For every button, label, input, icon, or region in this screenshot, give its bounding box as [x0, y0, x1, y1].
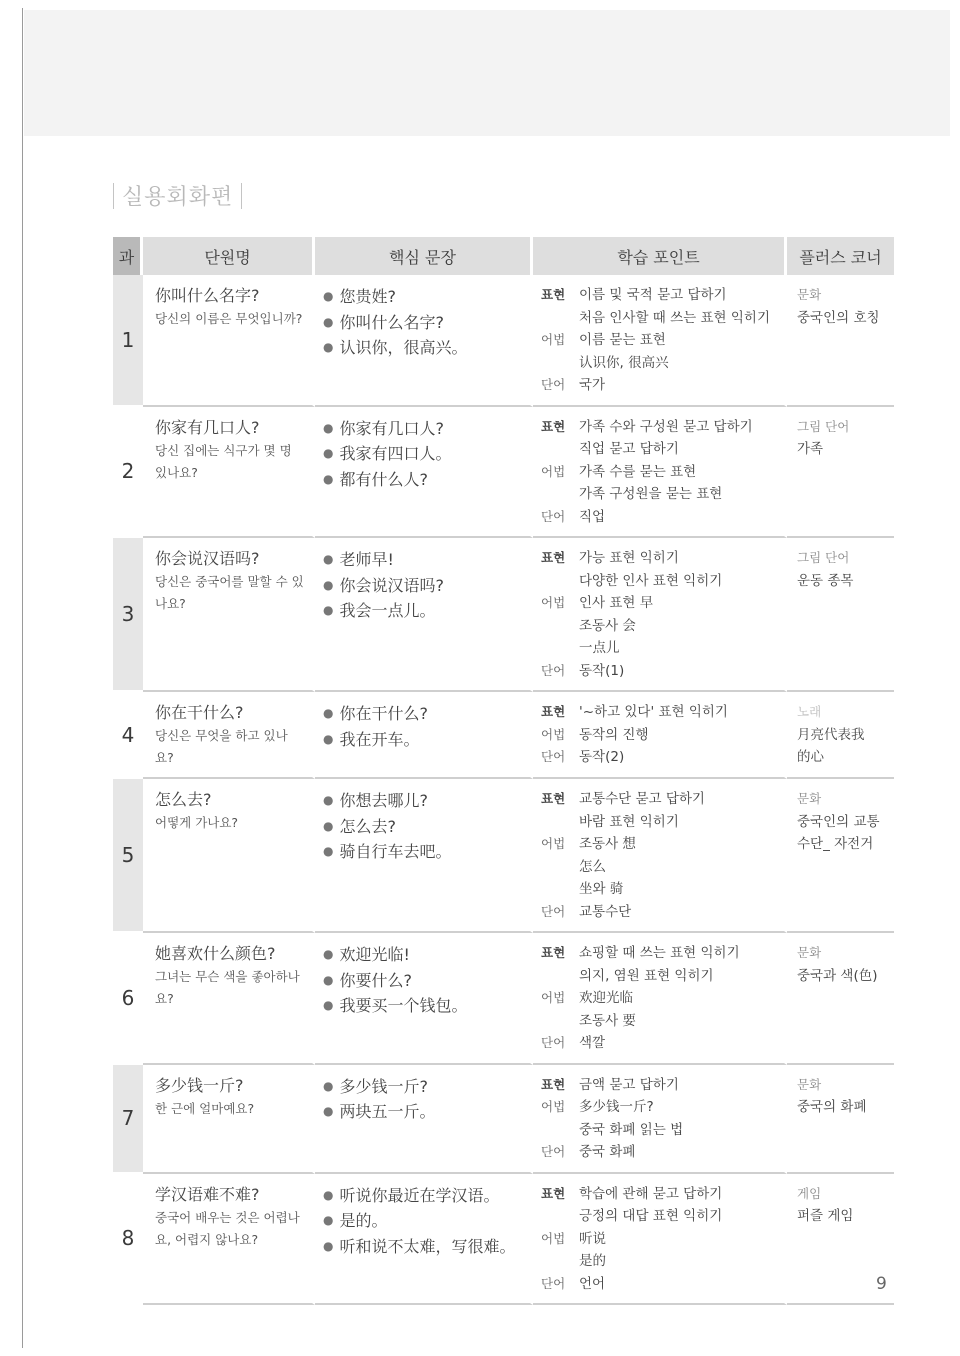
- header-band: [24, 10, 950, 136]
- point-category-label: 어법: [541, 1099, 566, 1114]
- table-of-contents: [113, 237, 894, 1305]
- point-category-label: 어법: [541, 595, 566, 610]
- learning-point: [541, 901, 784, 924]
- point-category-label: 단어: [541, 749, 566, 764]
- point-text: 학습에 관해 묻고 답하기: [579, 1185, 723, 1202]
- unit-title-chinese: 多少钱一斤?: [155, 1075, 244, 1095]
- table-header-row: [113, 237, 894, 275]
- header-unit-name: 단원명: [143, 237, 315, 275]
- page-number: 9: [876, 1274, 887, 1294]
- key-sentence-text: 你会说汉语吗?: [339, 575, 444, 595]
- learning-point: [541, 660, 784, 683]
- unit-name-cell: [143, 933, 315, 1065]
- point-category-label: [541, 637, 579, 660]
- point-text: 多少钱一斤?: [579, 1099, 654, 1115]
- point-text: 이름 묻는 표현: [579, 332, 666, 348]
- learning-point: [541, 547, 784, 570]
- lesson-number: 3: [113, 538, 143, 692]
- plus-item: 가족: [797, 441, 824, 457]
- learning-point: [541, 461, 784, 484]
- key-sentence: [323, 839, 530, 865]
- plus-corner-cell: [787, 538, 894, 692]
- unit-name-cell: [143, 538, 315, 692]
- plus-item: 운동 종목: [797, 572, 854, 589]
- bullet-icon: ●: [323, 1213, 334, 1227]
- unit-title-korean: 그녀는 무슨 색을 좋아하나요?: [155, 969, 300, 1006]
- unit-title-korean: 당신은 중국어를 말할 수 있나요?: [155, 574, 304, 611]
- key-sentences-cell: [315, 275, 533, 407]
- learning-points-cell: [533, 275, 787, 407]
- key-sentence-text: 怎么去?: [339, 816, 396, 836]
- learning-point: [541, 701, 784, 724]
- point-text: 认识你, 很高兴: [579, 354, 669, 371]
- point-text: 가능 표현 익히기: [579, 550, 679, 566]
- learning-points-cell: [533, 933, 787, 1065]
- key-sentence: [323, 1074, 530, 1100]
- learning-point: [541, 615, 784, 638]
- table-row: [113, 538, 894, 692]
- learning-point: [541, 856, 784, 879]
- learning-point: [541, 1074, 784, 1097]
- table-row: [113, 275, 894, 407]
- learning-point: [541, 1010, 784, 1033]
- point-text: 동작의 진행: [579, 726, 649, 743]
- learning-point: [541, 1273, 784, 1296]
- bullet-icon: ●: [323, 731, 334, 746]
- learning-points-cell: [533, 538, 787, 692]
- key-sentence: [323, 993, 530, 1019]
- learning-point: [541, 833, 784, 856]
- learning-point: [541, 483, 784, 506]
- key-sentences-cell: [315, 692, 533, 779]
- learning-points-cell: [533, 779, 787, 933]
- learning-point: [541, 1141, 784, 1164]
- bullet-icon: ●: [323, 844, 334, 858]
- bullet-icon: ●: [323, 340, 334, 354]
- key-sentence: [323, 1208, 530, 1234]
- bullet-icon: ●: [323, 1238, 334, 1253]
- plus-item: 的心: [797, 749, 824, 765]
- point-text: 欢迎光临: [579, 990, 633, 1006]
- table-row: [113, 692, 894, 779]
- unit-title-chinese: 她喜欢什么颜色?: [155, 944, 276, 963]
- plus-corner-cell: [787, 933, 894, 1065]
- key-sentence: [323, 573, 530, 599]
- learning-point: [541, 284, 784, 307]
- point-text: 바람 표현 익히기: [579, 813, 679, 830]
- point-category-label: [541, 811, 579, 834]
- point-text: 금액 묻고 답하기: [579, 1076, 679, 1093]
- bullet-icon: ●: [323, 1187, 334, 1202]
- bullet-icon: ●: [323, 947, 334, 961]
- point-category-label: 표현: [541, 704, 566, 719]
- key-sentence-text: 您贵姓?: [339, 287, 396, 306]
- point-text: 조동사 要: [579, 1012, 636, 1029]
- key-sentence: [323, 335, 530, 361]
- key-sentence: [323, 942, 530, 968]
- unit-title-chinese: 你在干什么?: [155, 703, 244, 722]
- point-text: 중국 화폐 읽는 법: [579, 1121, 684, 1138]
- key-sentence: [323, 1234, 530, 1260]
- key-sentence-text: 我在开车。: [339, 729, 420, 749]
- point-category-label: [541, 1205, 579, 1228]
- key-sentence-text: 老师早!: [339, 550, 394, 569]
- key-sentence-text: 两块五一斤。: [339, 1102, 436, 1121]
- point-text: 동작(2): [579, 749, 625, 765]
- plus-item: 중국인의 교통: [797, 813, 880, 830]
- point-text: 가족 수를 묻는 표현: [579, 463, 697, 480]
- plus-item: 수단_ 자전거: [797, 836, 874, 852]
- point-text: 의지, 염원 표현 익히기: [579, 967, 714, 984]
- plus-item: 月亮代表我: [797, 726, 865, 743]
- point-text: 직업 묻고 답하기: [579, 441, 679, 457]
- plus-corner-cell: [787, 1065, 894, 1174]
- unit-title-korean: 한 근에 얼마예요?: [155, 1100, 255, 1116]
- bullet-icon: ●: [323, 1078, 334, 1093]
- plus-category: 노래: [797, 704, 822, 719]
- key-sentence-text: 骑自行车去吧。: [339, 842, 452, 861]
- learning-point: [541, 307, 784, 330]
- key-sentence: [323, 467, 530, 493]
- plus-corner-cell: [787, 692, 894, 779]
- learning-point: [541, 987, 784, 1010]
- table-row: [113, 1174, 894, 1306]
- unit-title-korean: 당신은 무엇을 하고 있나요?: [155, 728, 288, 765]
- point-category-label: 어법: [541, 726, 566, 742]
- point-category-label: [541, 307, 579, 330]
- unit-name-cell: [143, 692, 315, 779]
- plus-category: 문화: [797, 287, 822, 302]
- key-sentence: [323, 1099, 530, 1125]
- point-text: 가족 구성원을 묻는 표현: [579, 486, 723, 502]
- point-category-label: 단어: [541, 903, 566, 919]
- point-text: 쇼핑할 때 쓰는 표현 익히기: [579, 945, 740, 961]
- key-sentence-text: 认识你，很高兴。: [339, 338, 468, 357]
- learning-point: [541, 374, 784, 397]
- unit-title-korean: 중국어 배우는 것은 어렵나요, 어렵지 않나요?: [155, 1209, 300, 1247]
- lesson-number: 8: [113, 1174, 143, 1306]
- key-sentence-text: 听和说不太难，写很难。: [339, 1236, 516, 1256]
- point-category-label: 표현: [541, 550, 566, 565]
- unit-name-cell: [143, 1065, 315, 1174]
- plus-category: 그림 단어: [797, 550, 850, 565]
- bullet-icon: ●: [323, 289, 334, 303]
- point-text: 언어: [579, 1275, 606, 1292]
- key-sentence: [323, 814, 530, 840]
- header-key-sentences: 핵심 문장: [315, 237, 533, 275]
- point-category-label: 단어: [541, 377, 566, 392]
- key-sentence-text: 听说你最近在学汉语。: [339, 1185, 500, 1205]
- learning-point: [541, 942, 784, 965]
- point-category-label: [541, 1010, 579, 1033]
- unit-name-cell: [143, 779, 315, 933]
- key-sentences-cell: [315, 779, 533, 933]
- point-category-label: 단어: [541, 1035, 566, 1050]
- table-row: [113, 1065, 894, 1174]
- learning-point: [541, 637, 784, 660]
- header-learning-points: 학습 포인트: [533, 237, 787, 275]
- key-sentence-text: 我会一点儿。: [339, 601, 436, 620]
- key-sentence: [323, 416, 530, 442]
- table-row: [113, 933, 894, 1065]
- point-category-label: 표현: [541, 945, 566, 960]
- learning-point: [541, 965, 784, 988]
- plus-category: 문화: [797, 791, 822, 806]
- point-text: 이름 및 국적 묻고 답하기: [579, 287, 727, 303]
- learning-point: [541, 811, 784, 834]
- plus-item: 중국인의 호칭: [797, 309, 880, 326]
- key-sentence-text: 你叫什么名字?: [339, 312, 444, 332]
- point-category-label: 어법: [541, 1230, 566, 1246]
- learning-points-cell: [533, 407, 787, 539]
- point-category-label: 어법: [541, 990, 566, 1005]
- key-sentence-text: 你想去哪儿?: [339, 791, 428, 810]
- table-row: [113, 779, 894, 933]
- bullet-icon: ●: [323, 706, 334, 720]
- learning-point: [541, 1032, 784, 1055]
- point-category-label: 단어: [541, 1275, 566, 1291]
- point-text: 坐와 骑: [579, 881, 624, 897]
- table-body: [113, 275, 894, 1305]
- learning-point: [541, 438, 784, 461]
- bullet-icon: ●: [323, 603, 334, 617]
- key-sentences-cell: [315, 538, 533, 692]
- learning-point: [541, 1096, 784, 1119]
- point-category-label: 단어: [541, 1144, 566, 1159]
- learning-point: [541, 1119, 784, 1142]
- point-text: 听说: [579, 1230, 606, 1247]
- point-text: 직업: [579, 508, 606, 525]
- point-category-label: 표현: [541, 791, 566, 806]
- key-sentence: [323, 788, 530, 814]
- learning-point: [541, 1205, 784, 1228]
- point-text: 다양한 인사 표현 익히기: [579, 572, 723, 589]
- unit-title-chinese: 你家有几口人?: [155, 417, 260, 437]
- learning-point: [541, 570, 784, 593]
- unit-title-chinese: 学汉语难不难?: [155, 1184, 260, 1204]
- key-sentence: [323, 598, 530, 624]
- key-sentence: [323, 701, 530, 727]
- point-text: 是的: [579, 1253, 606, 1269]
- plus-category: 문화: [797, 1076, 822, 1092]
- point-text: 동작(1): [579, 662, 625, 679]
- learning-points-cell: [533, 692, 787, 779]
- point-category-label: 표현: [541, 1185, 566, 1201]
- lesson-number: 2: [113, 407, 143, 539]
- key-sentences-cell: [315, 933, 533, 1065]
- unit-title-korean: 어떻게 가나요?: [155, 815, 239, 830]
- table-row: [113, 407, 894, 539]
- key-sentences-cell: [315, 1174, 533, 1306]
- learning-point: [541, 746, 784, 769]
- unit-name-cell: [143, 407, 315, 539]
- key-sentence-text: 我要买一个钱包。: [339, 996, 468, 1015]
- key-sentences-cell: [315, 407, 533, 539]
- point-text: 교통수단 묻고 답하기: [579, 791, 705, 807]
- lesson-number: 7: [113, 1065, 143, 1174]
- unit-title-korean: 당신 집에는 식구가 몇 명 있나요?: [155, 442, 292, 480]
- point-category-label: 표현: [541, 287, 566, 302]
- key-sentence-text: 你家有几口人?: [339, 418, 444, 438]
- unit-name-cell: [143, 275, 315, 407]
- bullet-icon: ●: [323, 818, 334, 833]
- key-sentence: [323, 547, 530, 573]
- point-text: 색깔: [579, 1035, 606, 1051]
- point-category-label: [541, 856, 579, 879]
- learning-point: [541, 506, 784, 529]
- point-category-label: 표현: [541, 1076, 566, 1092]
- plus-corner-cell: [787, 407, 894, 539]
- point-category-label: [541, 1250, 579, 1273]
- bullet-icon: ●: [323, 1104, 334, 1118]
- point-text: 처음 인사할 때 쓰는 표현 익히기: [579, 309, 770, 326]
- point-category-label: [541, 483, 579, 506]
- lesson-number: 4: [113, 692, 143, 779]
- header-plus-corner: 플러스 코너: [787, 237, 894, 275]
- unit-title-chinese: 怎么去?: [155, 790, 212, 809]
- lesson-number: 6: [113, 933, 143, 1065]
- header-lesson: 과: [113, 237, 143, 275]
- key-sentence-text: 你在干什么?: [339, 704, 428, 723]
- learning-point: [541, 1250, 784, 1273]
- learning-point: [541, 416, 784, 439]
- point-category-label: 어법: [541, 332, 566, 347]
- point-category-label: 단어: [541, 662, 566, 678]
- point-category-label: 어법: [541, 463, 566, 479]
- learning-points-cell: [533, 1174, 787, 1306]
- point-category-label: [541, 570, 579, 593]
- lesson-number: 5: [113, 779, 143, 933]
- plus-category: 문화: [797, 945, 822, 960]
- point-text: 조동사 会: [579, 617, 636, 634]
- learning-point: [541, 352, 784, 375]
- point-text: '~하고 있다' 표현 익히기: [579, 704, 728, 720]
- bullet-icon: ●: [323, 471, 334, 486]
- key-sentence-text: 是的。: [339, 1211, 388, 1230]
- point-text: 조동사 想: [579, 836, 636, 852]
- point-text: 인사 표현 早: [579, 595, 654, 611]
- bullet-icon: ●: [323, 314, 334, 329]
- lesson-number: 1: [113, 275, 143, 407]
- unit-title-chinese: 你叫什么名字?: [155, 286, 260, 305]
- point-text: 긍정의 대답 표현 익히기: [579, 1208, 723, 1224]
- section-heading: [113, 180, 242, 211]
- section-title: 실용회화편: [122, 185, 234, 210]
- bullet-icon: ●: [323, 446, 334, 460]
- point-text: 怎么: [579, 858, 606, 875]
- plus-item: 중국의 화폐: [797, 1099, 867, 1115]
- learning-point: [541, 878, 784, 901]
- point-text: 가족 수와 구성원 묻고 답하기: [579, 418, 753, 435]
- point-text: 중국 화폐: [579, 1144, 636, 1160]
- plus-item: 퍼즐 게임: [797, 1208, 854, 1224]
- point-category-label: 표현: [541, 418, 566, 434]
- divider: [113, 183, 114, 209]
- learning-point: [541, 724, 784, 747]
- bullet-icon: ●: [323, 998, 334, 1012]
- key-sentence: [323, 968, 530, 994]
- key-sentence-text: 你要什么?: [339, 970, 412, 990]
- key-sentence-text: 欢迎光临!: [339, 945, 410, 964]
- page-spine-line: [22, 8, 23, 1348]
- point-category-label: [541, 615, 579, 638]
- point-category-label: [541, 965, 579, 988]
- unit-title-chinese: 你会说汉语吗?: [155, 549, 260, 568]
- bullet-icon: ●: [323, 552, 334, 566]
- learning-points-cell: [533, 1065, 787, 1174]
- plus-item: 중국과 색(色): [797, 967, 878, 984]
- point-category-label: [541, 352, 579, 375]
- key-sentence: [323, 441, 530, 467]
- point-text: 교통수단: [579, 903, 632, 920]
- point-category-label: [541, 1119, 579, 1142]
- unit-title-korean: 당신의 이름은 무엇입니까?: [155, 311, 303, 326]
- learning-point: [541, 1183, 784, 1206]
- bullet-icon: ●: [323, 793, 334, 807]
- unit-name-cell: [143, 1174, 315, 1306]
- plus-corner-cell: [787, 779, 894, 933]
- learning-point: [541, 1228, 784, 1251]
- point-category-label: 어법: [541, 836, 566, 851]
- learning-point: [541, 329, 784, 352]
- key-sentence-text: 都有什么人?: [339, 469, 428, 489]
- plus-category: 게임: [797, 1185, 822, 1201]
- plus-category: 그림 단어: [797, 418, 850, 434]
- point-text: 一点儿: [579, 640, 620, 656]
- key-sentence: [323, 727, 530, 753]
- bullet-icon: ●: [323, 420, 334, 435]
- bullet-icon: ●: [323, 577, 334, 592]
- divider: [241, 183, 242, 209]
- key-sentence: [323, 310, 530, 336]
- learning-point: [541, 592, 784, 615]
- point-category-label: 단어: [541, 508, 566, 524]
- point-category-label: [541, 438, 579, 461]
- bullet-icon: ●: [323, 972, 334, 987]
- key-sentences-cell: [315, 1065, 533, 1174]
- point-text: 국가: [579, 377, 606, 393]
- key-sentence: [323, 284, 530, 310]
- key-sentence-text: 多少钱一斤?: [339, 1076, 428, 1096]
- learning-point: [541, 788, 784, 811]
- key-sentence-text: 我家有四口人。: [339, 444, 452, 463]
- key-sentence: [323, 1183, 530, 1209]
- point-category-label: [541, 878, 579, 901]
- plus-corner-cell: [787, 275, 894, 407]
